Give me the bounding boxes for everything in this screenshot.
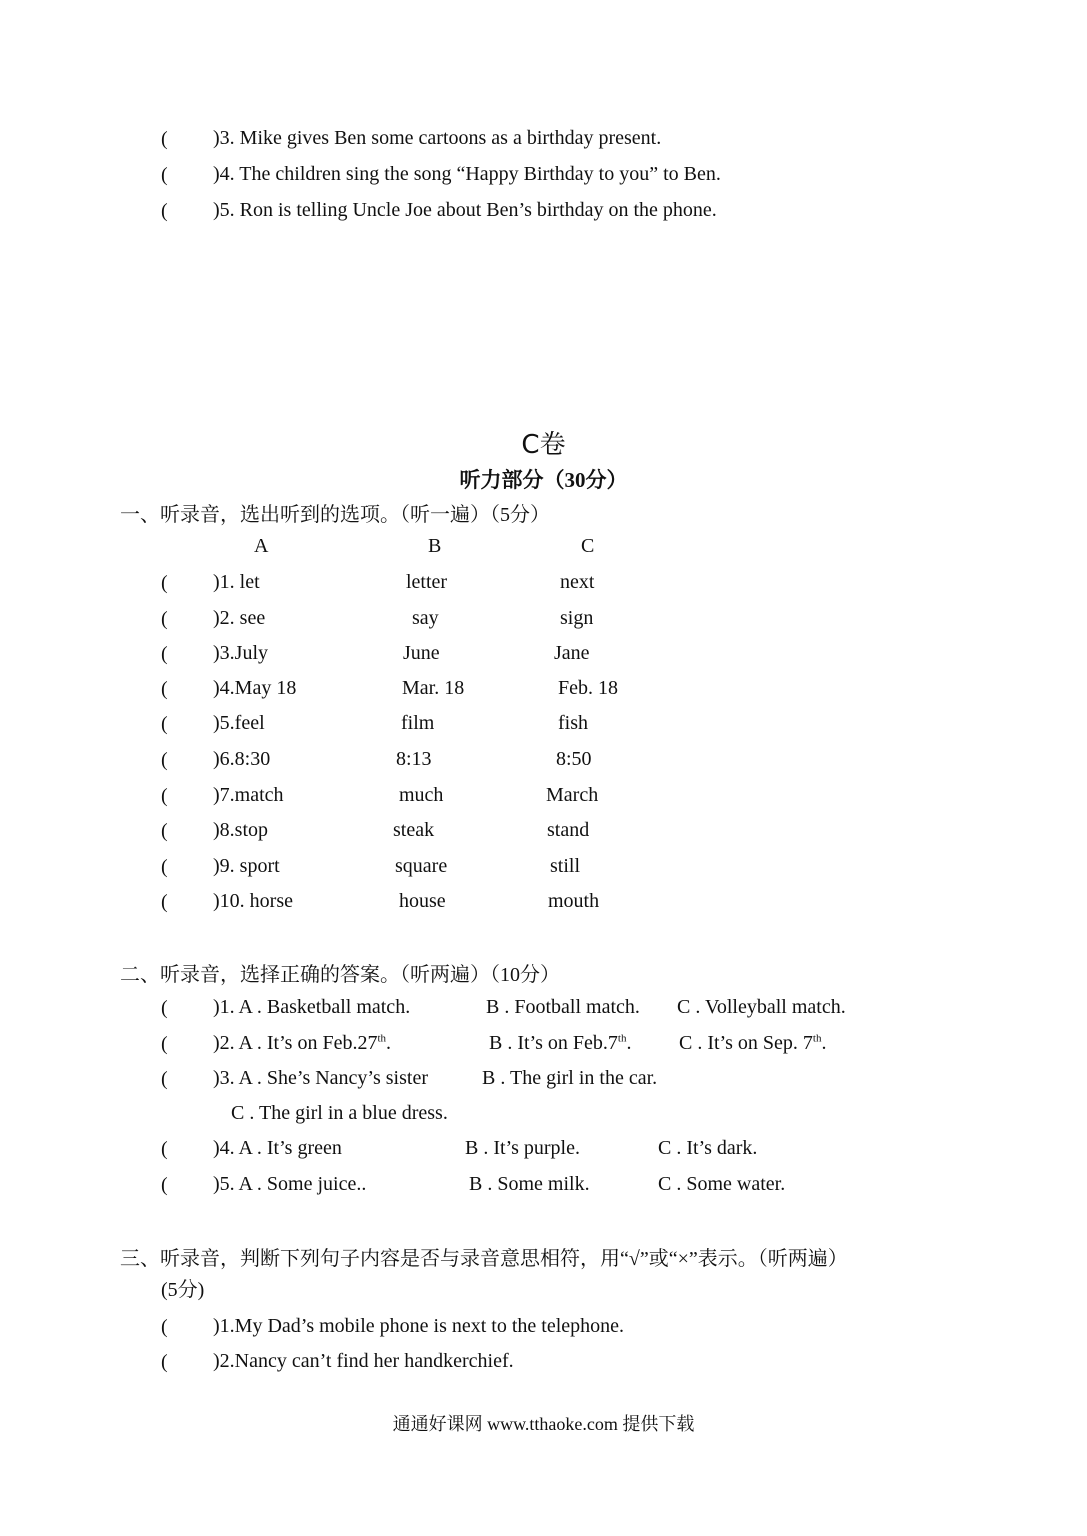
option-a: )1. let [213,571,260,593]
option-b: square [395,855,448,877]
option-c: March [546,784,599,806]
answer-paren[interactable]: ( [161,749,168,771]
option-b: B . Football match. [486,996,640,1018]
answer-paren[interactable]: ( [161,820,168,842]
page-footer: 通通好课网 www.tthaoke.com 提供下载 [392,1414,695,1434]
option-b: B . The girl in the car. [482,1067,658,1089]
col-header-b: B [428,535,442,557]
option-a: )3. A . She’s Nancy’s sister [213,1067,428,1089]
option-c: C . It’s dark. [658,1137,758,1159]
option-b: letter [406,571,448,593]
answer-paren[interactable]: ( [161,856,168,878]
option-c: Jane [554,642,590,664]
option-b: B . It’s purple. [465,1137,580,1159]
option-b: 8:13 [396,748,432,770]
option-b: steak [393,819,435,841]
paper-title: C卷 [521,430,566,460]
option-b: June [403,642,440,664]
option-b: much [399,784,444,806]
answer-paren[interactable]: ( [161,1138,168,1160]
listening-title: 听力部分（30分） [459,468,628,492]
statement-text: )2.Nancy can’t find her handkerchief. [213,1350,514,1372]
option-c: C . It’s on Sep. 7th. [679,1032,827,1054]
option-a: )1. A . Basketball match. [213,996,411,1018]
option-a: )5.feel [213,712,265,734]
option-c: fish [558,712,588,734]
answer-paren[interactable]: ( [161,572,168,594]
answer-paren[interactable]: ( [161,785,168,807]
answer-paren[interactable]: ( [161,128,168,150]
option-b: Mar. 18 [402,677,465,699]
answer-paren[interactable]: ( [161,1351,168,1373]
answer-paren[interactable]: ( [161,1068,168,1090]
option-c: Feb. 18 [558,677,618,699]
option-a: )2. A . It’s on Feb.27th. [213,1032,392,1054]
option-b: B . It’s on Feb.7th. [489,1032,632,1054]
answer-paren[interactable]: ( [161,678,168,700]
answer-paren[interactable]: ( [161,1033,168,1055]
option-c: stand [547,819,590,841]
statement-text: )3. Mike gives Ben some cartoons as a birthday present. [213,127,662,149]
option-a: )4.May 18 [213,677,297,699]
option-a: )9. sport [213,855,280,877]
answer-paren[interactable]: ( [161,1174,168,1196]
col-header-c: C [581,535,595,557]
section1-heading: 一、听录音，选出听到的选项。（听一遍）（5分） [120,504,550,526]
option-b: film [401,712,435,734]
answer-paren[interactable]: ( [161,200,168,222]
answer-paren[interactable]: ( [161,891,168,913]
answer-paren[interactable]: ( [161,643,168,665]
option-c: still [550,855,581,877]
answer-paren[interactable]: ( [161,1316,168,1338]
answer-paren[interactable]: ( [161,164,168,186]
option-a: )5. A . Some juice.. [213,1173,367,1195]
option-b: say [412,607,439,629]
option-c: 8:50 [556,748,592,770]
option-c: next [560,571,595,593]
section3-heading: 三、听录音，判断下列句子内容是否与录音意思相符，用“√”或“×”表示。（听两遍） [120,1248,848,1270]
statement-text: )4. The children sing the song “Happy Birthday to you” to Ben. [213,163,721,185]
option-c: C . Some water. [658,1173,786,1195]
option-c: C . Volleyball match. [677,996,846,1018]
section3-score: (5分) [161,1279,205,1301]
option-a: )4. A . It’s green [213,1137,342,1159]
option-a: )8.stop [213,819,268,841]
option-a: )2. see [213,607,266,629]
answer-paren[interactable]: ( [161,997,168,1019]
statement-text: )5. Ron is telling Uncle Joe about Ben’s birthday on the phone. [213,199,717,221]
option-a: )7.match [213,784,284,806]
col-header-a: A [254,535,269,557]
option-a: )10. horse [213,890,293,912]
option-a: )3.July [213,642,268,664]
option-c: sign [560,607,594,629]
statement-text: )1.My Dad’s mobile phone is next to the telephone. [213,1315,625,1337]
option-b: B . Some milk. [469,1173,590,1195]
option-a: )6.8:30 [213,748,271,770]
section2-heading: 二、听录音，选择正确的答案。（听两遍）（10分） [120,964,560,986]
answer-paren[interactable]: ( [161,608,168,630]
answer-paren[interactable]: ( [161,713,168,735]
option-b: house [399,890,446,912]
option-c: C . The girl in a blue dress. [231,1102,448,1124]
option-c: mouth [548,890,600,912]
